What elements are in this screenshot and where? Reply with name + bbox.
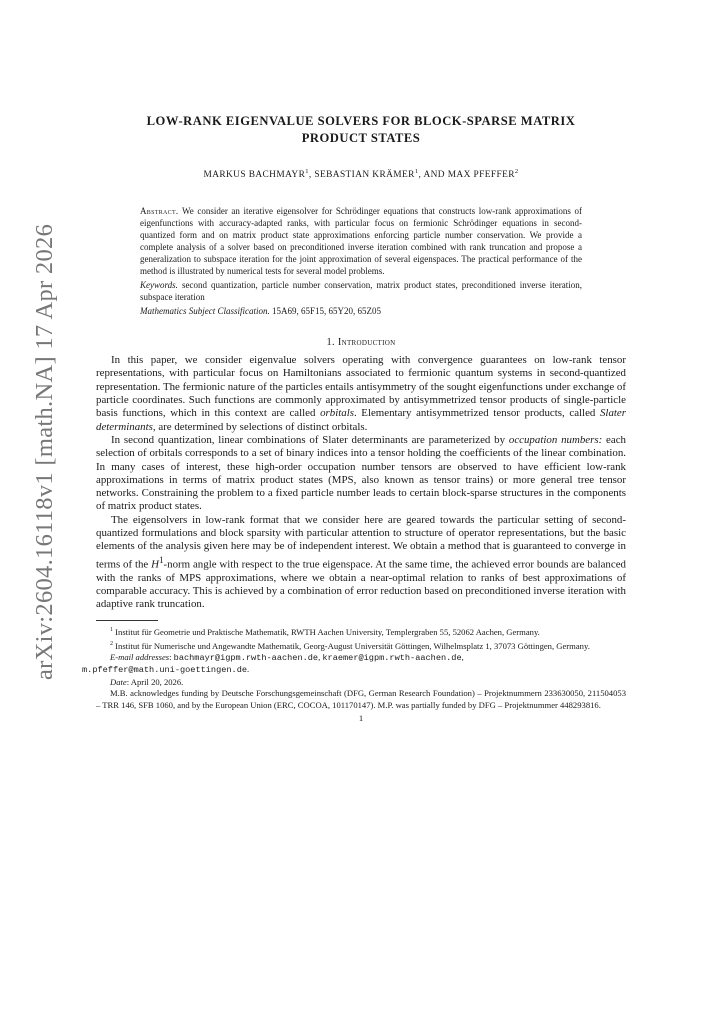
- footnote-text: Institut für Numerische und Angewandte Mathematik, Georg-August Universität Göttingen, Wilhelmsplatz 1, 37073 Göttingen, Germany.: [115, 640, 590, 651]
- text-run: In second quantization, linear combinations of Slater determinants are parameterized by: [111, 433, 509, 446]
- emph-slater-determinants: Slater determinants: [96, 407, 626, 433]
- text-run: The eigensolvers in low-rank format that we consider here are geared towards the particular setting of second-quantized formulations and block sparsity with particular attention to structure of operator representations, but the basic elements of the analysis given here may be of independent interest. We obtain a method that is guaranteed to converge in terms of the: [96, 513, 626, 571]
- text-run: , are determined by selections of distinct orbitals.: [152, 420, 368, 433]
- title-line-1: LOW-RANK EIGENVALUE SOLVERS FOR BLOCK-SPARSE MATRIX: [146, 114, 576, 128]
- paper-title: [96, 113, 626, 147]
- date-value: April 20, 2026.: [130, 676, 184, 687]
- abstract-block: [140, 205, 582, 317]
- email-link-bachmayr[interactable]: bachmayr@igpm.rwth-aachen.de: [173, 652, 319, 663]
- author-kraemer: , SEBASTIAN KRÄMER: [308, 170, 415, 181]
- page-number: 1: [358, 712, 364, 723]
- author-bachmayr: MARKUS BACHMAYR: [203, 170, 306, 181]
- funding-text: M.B. acknowledges funding by Deutsche Forschungsgemeinschaft (DFG, German Research Foundation) – Projektnummern 233630050, 211504053 – TRR 146, SFB 1060, and by the European Union (ERC, COCOA, 101170147). M.P. was partially funded by DFG – Projektnummer 448293816.: [96, 688, 626, 710]
- funding-note: [96, 688, 626, 711]
- email-label: E-mail addresses: [110, 651, 170, 662]
- affiliation-mark: 1: [414, 168, 419, 175]
- emph-occupation-numbers: occupation numbers:: [508, 433, 603, 446]
- section-title: Introduction: [337, 337, 396, 349]
- abstract-body: We consider an iterative eigensolver for Schrödinger equations that constructs low-rank approximations of eigenfunctions with accuracy-adapted ranks, with particular focus on fermionic Schrödinger equations in second-quantized form and on matrix product state approximations enforcing particle number conservation. We provide a complete analysis of a solver based on preconditioned inverse iteration combined with rank truncation and propose a generalization to subspace iteration for the joint approximation of several eigenspaces. The practical performance of the method is illustrated by numerical tests for several model problems.: [140, 206, 582, 277]
- keywords-label: Keywords.: [140, 280, 178, 291]
- date-label: Date: [110, 676, 127, 687]
- author-pfeffer: , AND MAX PFEFFER: [418, 170, 515, 181]
- math-superscript: 1: [158, 554, 164, 565]
- affiliation-mark: 1: [305, 168, 309, 175]
- math-h: H: [151, 558, 159, 571]
- footnotes: [82, 625, 626, 711]
- section-body: [96, 354, 626, 611]
- paragraph-1: [96, 354, 626, 434]
- arxiv-identifier: arXiv:2604.16118v1 [math.NA] 17 Apr 2026: [31, 223, 58, 680]
- footnote-2: [96, 639, 626, 652]
- email-link-kraemer[interactable]: kraemer@igpm.rwth-aachen.de: [322, 652, 462, 663]
- title-line-2: PRODUCT STATES: [301, 131, 421, 145]
- paragraph-3: [96, 514, 626, 612]
- section-heading: [96, 337, 626, 348]
- footnote-rule: [96, 620, 158, 621]
- footnote-mark: 1: [110, 627, 113, 634]
- email-addresses: E-mail addresses: bachmayr@igpm.rwth-aachen.de, kraemer@igpm.rwth-aachen.de, m.pfeffer@math.uni-goettingen.de.: [82, 651, 464, 676]
- footnote-mark: 2: [110, 640, 113, 647]
- text-run: In this paper, we consider eigenvalue solvers operating with convergence guarantees on low-rank tensor representations, with particular focus on Hamiltonians associated to fermionic quantum systems in second-quantized representation. The fermionic nature of the particles entails antisymmetry of the sought eigenfunctions under exchange of particle coordinates. Such functions are commonly approximated by antisymmetrized tensor products of single-particle basis functions, which in this context are called: [96, 354, 626, 420]
- author-list: [96, 168, 626, 180]
- text-run: -norm angle with respect to the true eigenspace. At the same time, the achieved error bounds are balanced with the ranks of MPS approximations, where we obtain a near-optimal relation to ranks of best approximations of comparable accuracy. This is achieved by a combination of error reduction based on preconditioned inverse iteration with adaptive rank truncation.: [96, 558, 626, 611]
- footnote-text: Institut für Geometrie und Praktische Mathematik, RWTH Aachen University, Templergraben 55, 52062 Aachen, Germany.: [115, 627, 540, 638]
- paper-page: [82, 113, 626, 723]
- section-number: 1.: [326, 337, 335, 349]
- msc-label: Mathematics Subject Classification.: [140, 306, 270, 317]
- affiliation-mark: 2: [514, 168, 519, 175]
- paragraph-2: [96, 434, 626, 514]
- abstract-text: [140, 205, 582, 277]
- text-run: . Elementary antisymmetrized tensor products, called: [353, 407, 600, 420]
- abstract-label: Abstract.: [140, 206, 179, 217]
- emph-orbitals: orbitals: [320, 407, 354, 420]
- keywords: [140, 279, 582, 303]
- text-run: each selection of orbitals corresponds to a set of binary indices into a tensor holding the coefficients of the linear combination. In many cases of interest, these high-order occupation number tensors are observed to have efficient low-rank approximations in terms of matrix product states (MPS, also known as tensor trains) or more general tree tensor networks. Constraining the problem to a fixed particle number leads to certain block-sparse structures in the components of matrix product states.: [96, 433, 626, 513]
- email-link-pfeffer[interactable]: m.pfeffer@math.uni-goettingen.de: [82, 665, 248, 676]
- footnote-1: [96, 625, 626, 638]
- keywords-text: second quantization, particle number conservation, matrix product states, preconditioned inverse iteration, subspace iteration: [140, 280, 583, 303]
- msc-classification: [140, 305, 582, 317]
- msc-codes: 15A69, 65F15, 65Y20, 65Z05: [272, 306, 382, 317]
- date-line: Date: April 20, 2026.: [110, 676, 184, 687]
